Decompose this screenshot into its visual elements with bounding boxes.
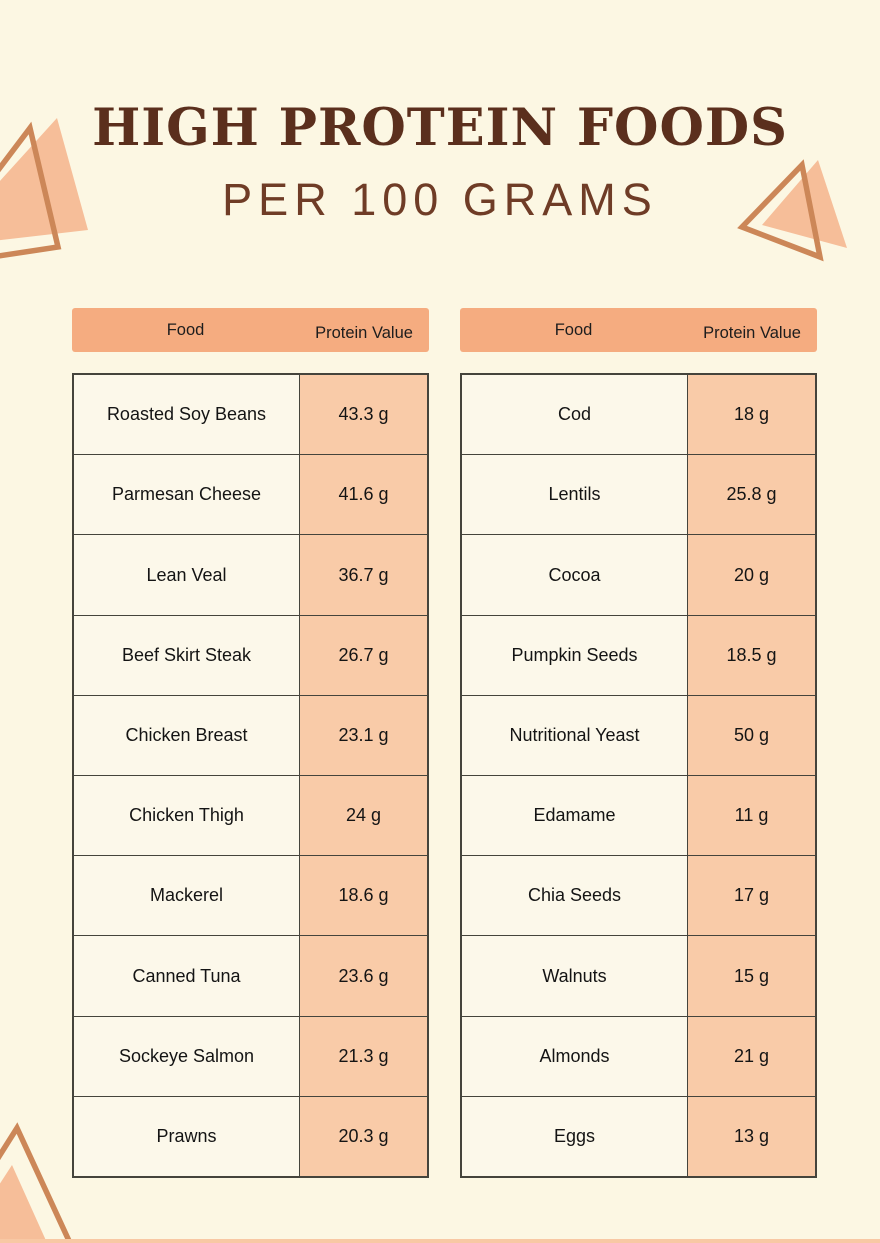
food-name-cell: Prawns: [74, 1097, 300, 1176]
protein-value-cell: 11 g: [688, 776, 815, 855]
food-name-cell: Cod: [462, 375, 688, 454]
table-row: [74, 776, 427, 856]
table-row: [74, 1017, 427, 1097]
food-name-cell: Sockeye Salmon: [74, 1017, 300, 1096]
protein-value-cell: 17 g: [688, 856, 815, 935]
food-name-cell: Canned Tuna: [74, 936, 300, 1015]
table-row: [74, 455, 427, 535]
table-row: [462, 535, 815, 615]
food-name-cell: Almonds: [462, 1017, 688, 1096]
protein-value-cell: 43.3 g: [300, 375, 427, 454]
page-subtitle: PER 100 GRAMS: [222, 174, 658, 226]
food-name-cell: Nutritional Yeast: [462, 696, 688, 775]
protein-value-cell: 13 g: [688, 1097, 815, 1176]
table-row: [462, 856, 815, 936]
food-name-cell: Chicken Breast: [74, 696, 300, 775]
right-table-column: [460, 308, 817, 1178]
table-row: [462, 696, 815, 776]
table-row: [462, 455, 815, 535]
protein-value-column-header: Protein Value: [315, 323, 413, 342]
table-row: [74, 856, 427, 936]
protein-value-cell: 21.3 g: [300, 1017, 427, 1096]
food-name-cell: Pumpkin Seeds: [462, 616, 688, 695]
protein-value-cell: 20.3 g: [300, 1097, 427, 1176]
protein-value-cell: 18.5 g: [688, 616, 815, 695]
food-name-cell: Cocoa: [462, 535, 688, 614]
table-row: [462, 375, 815, 455]
table-row: [462, 1097, 815, 1176]
protein-value-cell: 50 g: [688, 696, 815, 775]
right-table-body: [460, 373, 817, 1178]
food-column-header: Food: [554, 320, 593, 339]
food-name-cell: Parmesan Cheese: [74, 455, 300, 534]
food-name-cell: Eggs: [462, 1097, 688, 1176]
table-row: [74, 936, 427, 1016]
protein-value-cell: 25.8 g: [688, 455, 815, 534]
left-table-column: [72, 308, 429, 1178]
table-row: [74, 1097, 427, 1176]
protein-value-cell: 36.7 g: [300, 535, 427, 614]
food-name-cell: Walnuts: [462, 936, 688, 1015]
food-column-header: Food: [166, 320, 205, 339]
protein-value-cell: 18 g: [688, 375, 815, 454]
table-row: [462, 1017, 815, 1097]
protein-value-cell: 20 g: [688, 535, 815, 614]
food-name-cell: Edamame: [462, 776, 688, 855]
protein-value-cell: 24 g: [300, 776, 427, 855]
food-name-cell: Lean Veal: [74, 535, 300, 614]
protein-value-column-header: Protein Value: [703, 323, 801, 342]
food-name-cell: Chia Seeds: [462, 856, 688, 935]
food-name-cell: Beef Skirt Steak: [74, 616, 300, 695]
food-name-cell: Chicken Thigh: [74, 776, 300, 855]
table-row: [462, 936, 815, 1016]
table-row: [74, 616, 427, 696]
protein-value-cell: 18.6 g: [300, 856, 427, 935]
table-row: [74, 696, 427, 776]
protein-value-cell: 26.7 g: [300, 616, 427, 695]
table-row: [74, 375, 427, 455]
protein-value-cell: 41.6 g: [300, 455, 427, 534]
table-row: [462, 616, 815, 696]
food-name-cell: Lentils: [462, 455, 688, 534]
food-name-cell: Roasted Soy Beans: [74, 375, 300, 454]
food-name-cell: Mackerel: [74, 856, 300, 935]
page-title: HIGH PROTEIN FOODS: [92, 98, 788, 158]
left-table-header: [72, 308, 429, 352]
right-table-header: [460, 308, 817, 352]
protein-value-cell: 15 g: [688, 936, 815, 1015]
protein-value-cell: 23.1 g: [300, 696, 427, 775]
left-table-body: [72, 373, 429, 1178]
bottom-edge-strip: [0, 1239, 880, 1243]
heading-block: [0, 100, 880, 226]
table-row: [74, 535, 427, 615]
protein-value-cell: 21 g: [688, 1017, 815, 1096]
protein-value-cell: 23.6 g: [300, 936, 427, 1015]
table-row: [462, 776, 815, 856]
